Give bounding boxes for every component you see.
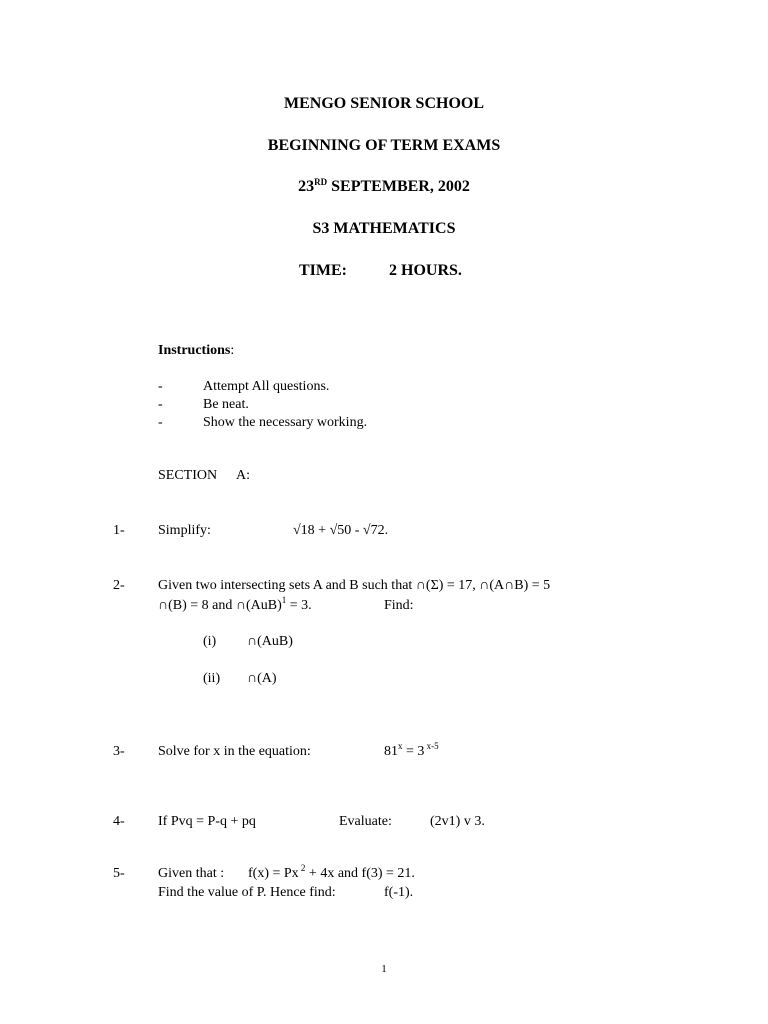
time-label: TIME:: [299, 262, 347, 279]
question-5-given: Given that :: [158, 866, 225, 881]
question-1-expression: √18 + √50 - √72.: [293, 523, 389, 538]
question-4-evaluate: Evaluate:: [339, 814, 392, 829]
date-day: 23: [298, 178, 315, 195]
question-2-line-2: [158, 595, 312, 613]
question-number: 2-: [113, 578, 125, 593]
section-letter: A:: [236, 468, 250, 483]
q3-lhs-exponent: x: [398, 741, 403, 751]
question-number: 4-: [113, 814, 125, 829]
instruction-item: Show the necessary working.: [203, 415, 368, 430]
q5-exponent: 2: [298, 863, 306, 873]
question-4-expression: (2v1) v 3.: [430, 814, 485, 829]
q5-f2: + 4x and f(3) = 21.: [305, 866, 415, 881]
instruction-bullet: -: [158, 397, 163, 412]
question-4-text: If Pvq = P-q + pq: [158, 814, 256, 829]
part-label: (ii): [203, 671, 221, 686]
school-name: MENGO SENIOR SCHOOL: [283, 95, 485, 112]
instruction-item: Be neat.: [203, 397, 249, 412]
question-3-equation: [384, 741, 439, 759]
part-label: (i): [203, 634, 217, 649]
q3-rhs-exponent: x-5: [424, 741, 439, 751]
section-label: SECTION: [158, 468, 218, 483]
q2-line2-a: ∩(B) = 8 and ∩(AuB): [158, 598, 282, 613]
subject-title: S3 MATHEMATICS: [312, 220, 456, 237]
question-2-line-1: Given two intersecting sets A and B such that ∩(Σ) = 17, ∩(A∩B) = 5: [158, 578, 551, 593]
question-2-find: Find:: [384, 598, 414, 613]
question-5-find-expression: f(-1).: [384, 885, 414, 900]
question-1-text: Simplify:: [158, 523, 211, 538]
exam-date: [0, 179, 768, 195]
date-suffix: RD: [314, 177, 328, 187]
question-number: 5-: [113, 866, 125, 881]
q2-line2-b: = 3.: [286, 598, 312, 613]
instructions-title: Instructions: [158, 343, 231, 358]
date-rest: SEPTEMBER, 2002: [327, 178, 470, 195]
exam-title: BEGINNING OF TERM EXAMS: [267, 137, 501, 154]
question-5-line-2: Find the value of P. Hence find:: [158, 885, 336, 900]
part-text: ∩(AuB): [247, 634, 293, 649]
part-text: ∩(A): [247, 671, 277, 686]
q3-lhs: 81: [384, 744, 398, 759]
question-number: 1-: [113, 523, 125, 538]
page-number: 1: [381, 963, 387, 975]
question-number: 3-: [113, 744, 125, 759]
instructions-colon: :: [230, 343, 235, 358]
instruction-bullet: -: [158, 415, 163, 430]
q3-equals: = 3: [402, 744, 425, 759]
instruction-bullet: -: [158, 379, 163, 394]
instructions-heading: [158, 344, 234, 358]
question-3-text: Solve for x in the equation:: [158, 744, 311, 759]
q5-f1: f(x) = Px: [248, 866, 299, 881]
q2-complement-superscript: 1: [281, 595, 287, 605]
instruction-item: Attempt All questions.: [203, 379, 330, 394]
question-5-function: [248, 863, 415, 881]
time-value: 2 HOURS.: [389, 262, 462, 279]
